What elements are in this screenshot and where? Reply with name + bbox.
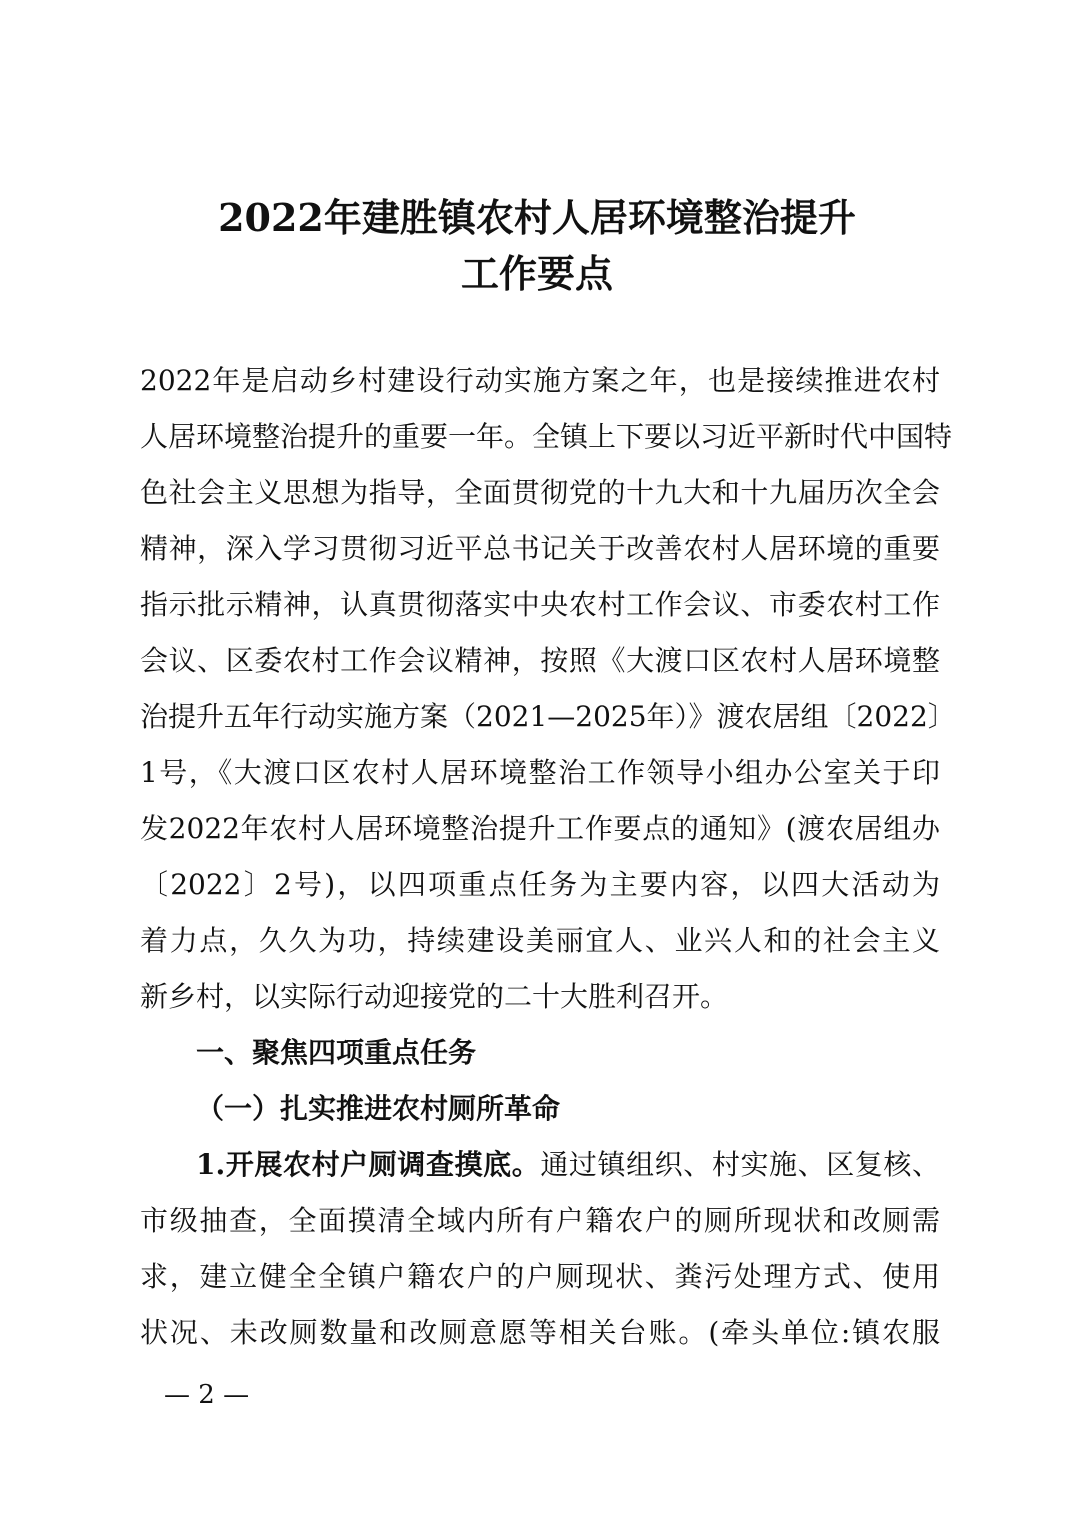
- intro-line: 精神，深入学习贯彻习近平总书记关于改善农村人居环境的重要: [140, 532, 940, 565]
- document-title-line-2: 工作要点: [460, 251, 613, 296]
- item-1-first-rest: 通过镇组织、村实施、区复核、: [540, 1148, 940, 1181]
- intro-line: 1号，《大渡口区农村人居环境整治工作领导小组办公室关于印: [140, 756, 940, 789]
- intro-line: 2022年是启动乡村建设行动实施方案之年，也是接续推进农村: [140, 364, 940, 397]
- intro-line: 人居环境整治提升的重要一年。全镇上下要以习近平新时代中国特: [140, 420, 953, 453]
- intro-line: 色社会主义思想为指导，全面贯彻党的十九大和十九届历次全会: [140, 476, 940, 509]
- subsection-heading-1: （一）扎实推进农村厕所革命: [196, 1092, 561, 1125]
- item-1-line: 市级抽查，全面摸清全域内所有户籍农户的厕所现状和改厕需: [140, 1204, 940, 1237]
- section-heading-1: 一、聚焦四项重点任务: [196, 1036, 477, 1069]
- intro-line: 发2022年农村人居环境整治提升工作要点的通知》(渡农居组办: [140, 812, 940, 845]
- item-1-line: 状况、未改厕数量和改厕意愿等相关台账。(牵头单位:镇农服: [140, 1316, 940, 1349]
- intro-line: 会议、区委农村工作会议精神，按照《大渡口区农村人居环境整: [140, 644, 940, 677]
- intro-line: 着力点，久久为功，持续建设美丽宜人、业兴人和的社会主义: [140, 924, 940, 957]
- item-1-lead: 1.开展农村户厕调查摸底。: [196, 1148, 541, 1181]
- item-1-first-line: [196, 1142, 940, 1188]
- intro-line: 〔2022〕2号)，以四项重点任务为主要内容，以四大活动为: [140, 868, 940, 901]
- intro-line: 指示批示精神，认真贯彻落实中央农村工作会议、市委农村工作: [140, 588, 940, 621]
- document-title-line-1: 2022年建胜镇农村人居环境整治提升: [218, 195, 856, 240]
- page-number: — 2 —: [164, 1380, 250, 1410]
- intro-line: 新乡村，以实际行动迎接党的二十大胜利召开。: [140, 980, 729, 1013]
- intro-line: 治提升五年行动实施方案（2021—2025年）》渡农居组〔2022〕: [140, 700, 956, 733]
- item-1-line: 求，建立健全全镇户籍农户的户厕现状、粪污处理方式、使用: [140, 1260, 940, 1293]
